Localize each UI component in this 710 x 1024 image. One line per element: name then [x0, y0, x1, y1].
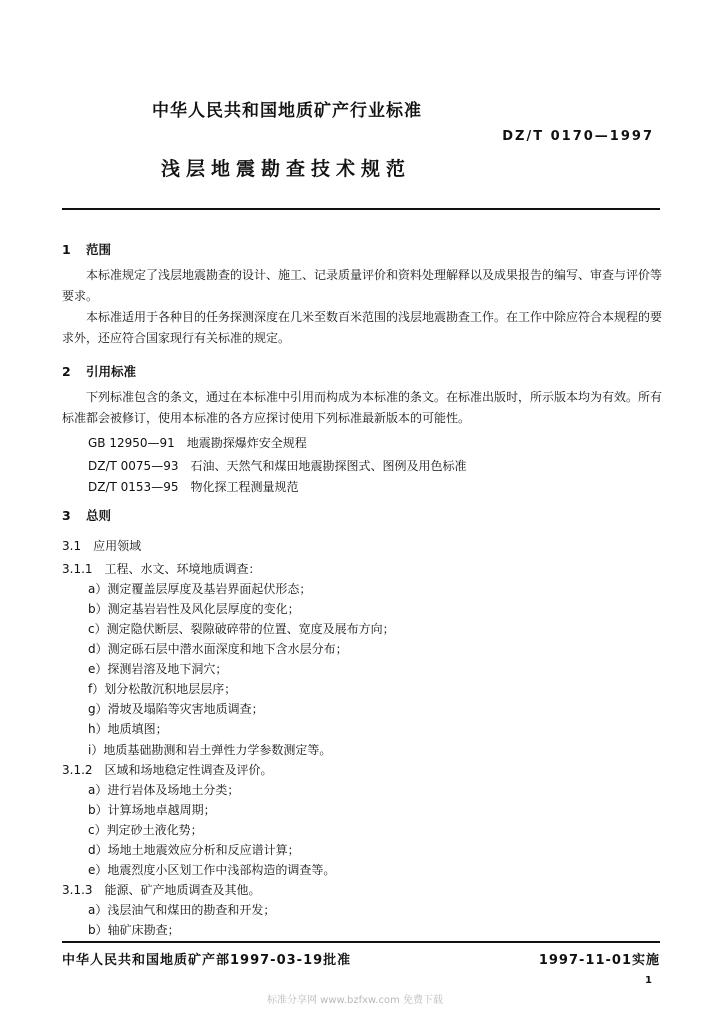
list-item: g）滑坡及塌陷等灾害地质调查；	[88, 702, 264, 716]
list-item: a）浅层油气和煤田的勘查和开发；	[88, 903, 276, 917]
section-number: 2	[62, 364, 71, 379]
list-item: e）探测岩溶及地下洞穴；	[88, 662, 228, 676]
list-item: e）地震烈度小区划工作中浅部构造的调查等。	[88, 863, 336, 877]
document-title: 浅层地震勘查技术规范	[161, 158, 412, 180]
footer-divider	[62, 941, 660, 943]
list-item: d）场地土地震效应分析和反应谱计算；	[88, 843, 300, 857]
paragraph-text: 本标准适用于各种目的任务探测深度在几米至数百米范围的浅层地震勘查工作。在工作中除应符合本规程的要求外，还应符合国家现行有关标准的规定。	[62, 310, 663, 345]
section-title: 范围	[86, 242, 112, 257]
reference-standard: GB 12950—91 地震勘探爆炸安全规程	[88, 436, 307, 450]
section-2-paragraph-1	[62, 387, 662, 429]
section-1-paragraph-1	[62, 265, 662, 307]
list-item: b）轴矿床勘查；	[88, 923, 180, 937]
subsection-3-1: 3.1 应用领域	[62, 539, 142, 553]
reference-standard: DZ/T 0153—95 物化探工程测量规范	[88, 480, 299, 494]
implementation-date: 1997-11-01实施	[538, 953, 660, 968]
reference-standard: DZ/T 0075—93 石油、天然气和煤田地震勘探图式、图例及用色标准	[88, 459, 467, 473]
section-number: 3	[62, 508, 71, 523]
section-1-paragraph-2	[62, 307, 662, 349]
watermark: 标准分享网 www.bzfxw.com 免费下载	[267, 995, 443, 1006]
subsection-3-1-2: 3.1.2 区域和场地稳定性调查及评价。	[62, 763, 273, 777]
list-item: b）测定基岩岩性及风化层厚度的变化；	[88, 602, 300, 616]
list-item: h）地质填图；	[88, 722, 168, 736]
subsection-3-1-1: 3.1.1 工程、水文、环境地质调查：	[62, 562, 261, 576]
issuing-organization: 中华人民共和国地质矿产行业标准	[152, 101, 422, 121]
standard-code: DZ/T 0170—1997	[502, 129, 654, 144]
paragraph-text: 本标准规定了浅层地震勘查的设计、施工、记录质量评价和资料处理解释以及成果报告的编写、审查与评价等要求。	[62, 268, 663, 303]
list-item: c）测定隐伏断层、裂隙破碎带的位置、宽度及展布方向；	[88, 622, 395, 636]
section-2-heading	[62, 362, 136, 380]
subsection-3-1-3: 3.1.3 能源、矿产地质调查及其他。	[62, 883, 261, 897]
section-title: 引用标准	[86, 364, 137, 379]
section-3-heading	[62, 506, 111, 524]
header-divider	[62, 208, 660, 210]
section-title: 总则	[86, 508, 112, 523]
section-1-heading	[62, 240, 111, 258]
paragraph-text: 下列标准包含的条文，通过在本标准中引用而构成为本标准的条文。在标准出版时，所示版本均为有效。所有标准都会被修订，使用本标准的各方应探讨使用下列标准最新版本的可能性。	[62, 390, 663, 425]
list-item: i）地质基础勘测和岩土弹性力学参数测定等。	[88, 743, 332, 757]
list-item: f）划分松散沉积地层层序；	[88, 682, 237, 696]
page-number: 1	[645, 975, 652, 986]
list-item: d）测定砾石层中潜水面深度和地下含水层分布；	[88, 642, 348, 656]
list-item: b）计算场地卓越周期；	[88, 803, 216, 817]
section-number: 1	[62, 242, 71, 257]
list-item: c）判定砂土液化势；	[88, 823, 203, 837]
list-item: a）测定覆盖层厚度及基岩界面起伏形态；	[88, 582, 312, 596]
approval-statement: 中华人民共和国地质矿产部1997-03-19批准	[62, 953, 352, 968]
list-item: a）进行岩体及场地土分类；	[88, 783, 240, 797]
